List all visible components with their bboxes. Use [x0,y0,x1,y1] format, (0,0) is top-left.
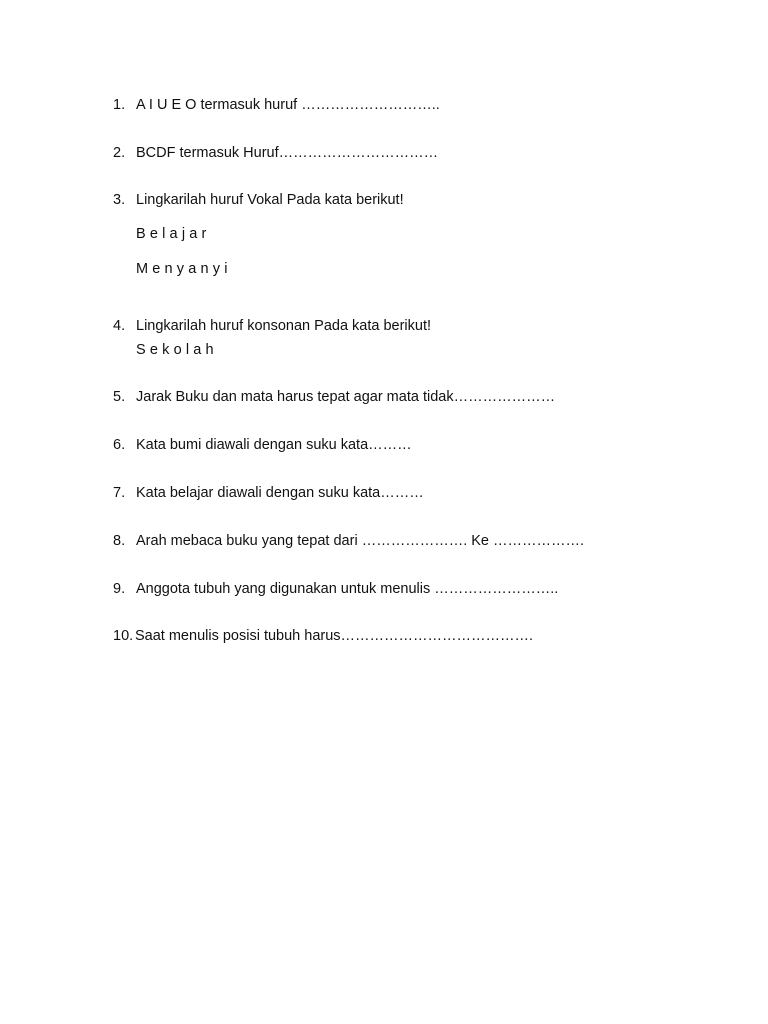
question-number: 4. [113,318,126,334]
question-number: 3. [113,192,126,208]
question-text: Kata bumi diawali dengan suku kata……… [136,437,412,453]
question-number: 8. [113,533,126,549]
question-text: Arah mebaca buku yang tepat dari …………………. Ke ………………. [136,533,585,549]
question-number: 7. [113,485,126,501]
question-number: 5. [113,389,126,405]
question-number: 1. [113,97,126,113]
question-text: Lingkarilah huruf Vokal Pada kata berikut! [136,192,404,208]
question-number: 6. [113,437,126,453]
question-text: A I U E O termasuk huruf ……………………….. [136,97,440,113]
question-number: 9. [113,581,126,597]
question-4-word-1: Sekolah [136,342,218,358]
question-number: 10. [113,628,134,644]
question-number: 2. [113,145,126,161]
question-text: Kata belajar diawali dengan suku kata……… [136,485,424,501]
question-3-word-2: Menyanyi [136,261,232,277]
question-text: Jarak Buku dan mata harus tepat agar mata tidak………………… [136,389,556,405]
question-text: Saat menulis posisi tubuh harus…………………………………. [135,628,534,644]
question-3-word-1: Belajar [136,226,211,242]
question-text: Lingkarilah huruf konsonan Pada kata berikut! [136,318,432,334]
question-text: Anggota tubuh yang digunakan untuk menulis …………………….. [136,581,559,597]
question-text: BCDF termasuk Huruf…………………………… [136,145,439,161]
